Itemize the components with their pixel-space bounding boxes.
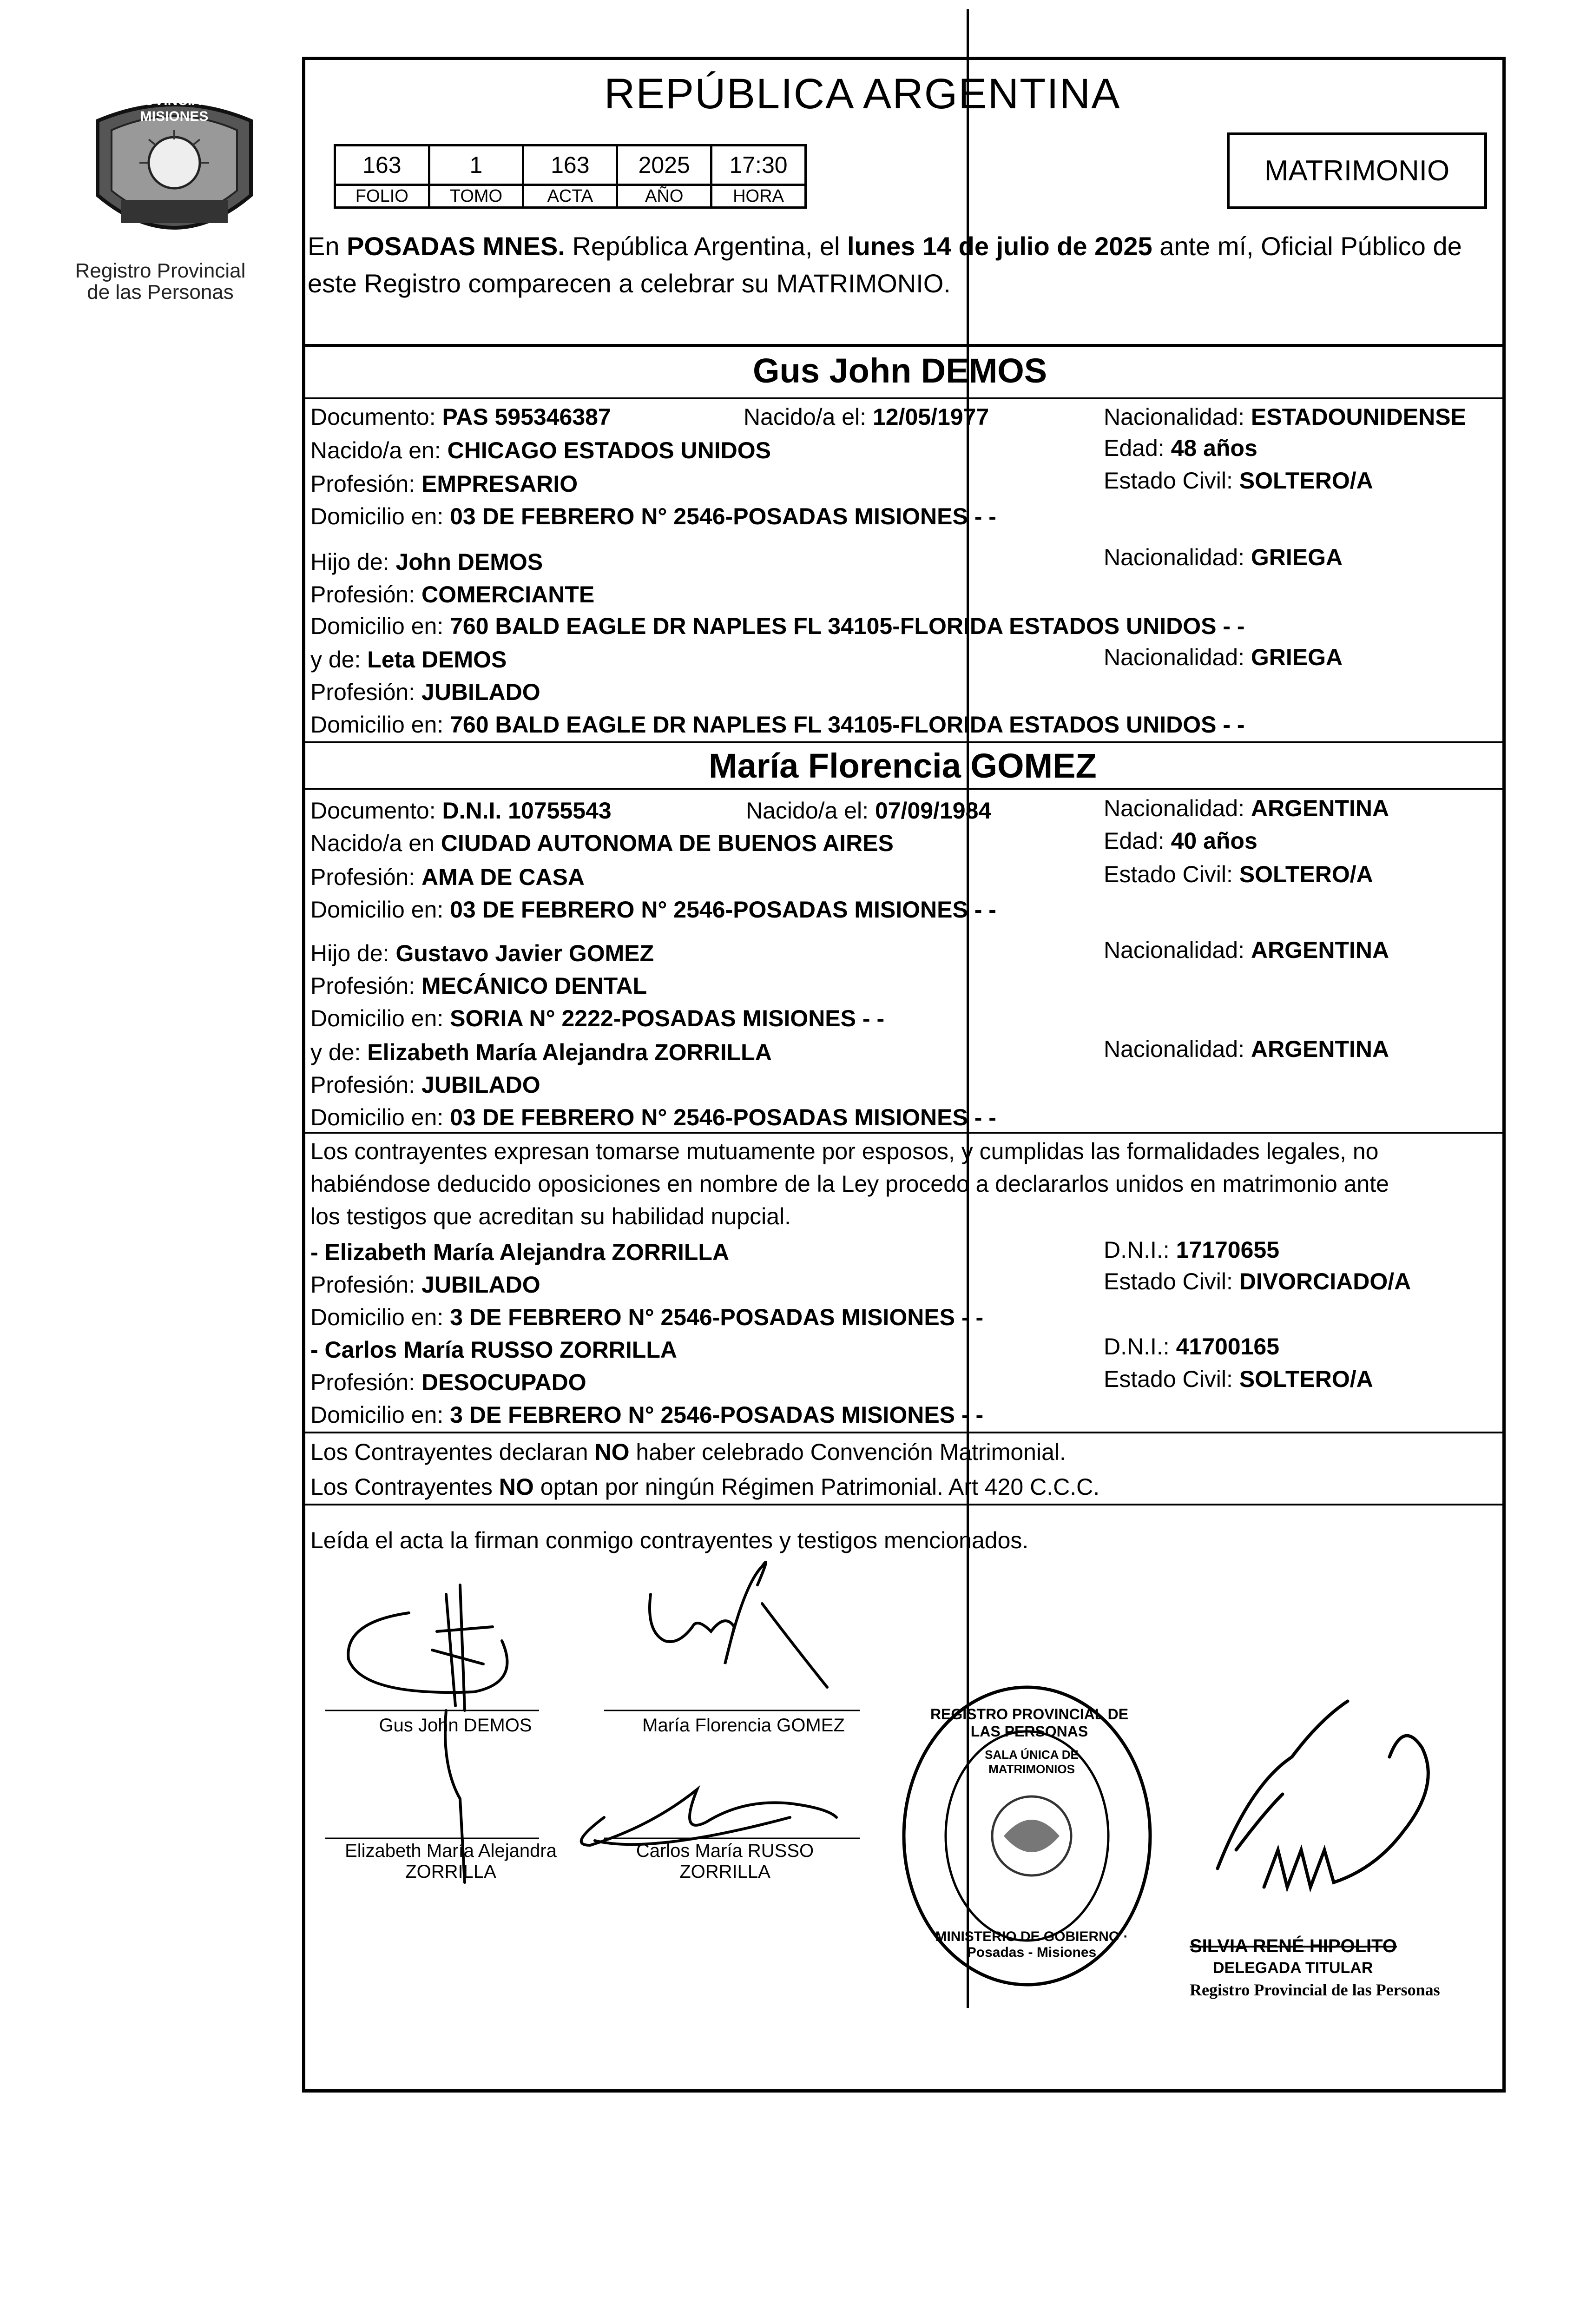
label: Domicilio en:	[310, 503, 450, 529]
label: Domicilio en:	[310, 1304, 450, 1330]
intro-text-1: En	[308, 231, 347, 261]
logo-caption-line2: de las Personas	[87, 281, 234, 304]
spouse1-father-nationality	[1104, 544, 1343, 571]
divider	[302, 741, 1506, 743]
regime-line2	[310, 1473, 1099, 1500]
spouse1-birthplace	[310, 437, 771, 464]
label-line: Elizabeth María Alejandra	[345, 1841, 557, 1861]
spouse1-doc-value: PAS 595346387	[442, 404, 611, 430]
spouse2-father-nat-value: ARGENTINA	[1251, 937, 1389, 963]
spouse1-mother-profession	[310, 679, 540, 706]
label: y de:	[310, 1039, 368, 1065]
witness2-addr-value: 3 DE FEBRERO N° 2546-POSADAS MISIONES - -	[450, 1402, 984, 1428]
divider	[302, 1504, 1506, 1505]
spouse1-addr-value: 03 DE FEBRERO N° 2546-POSADAS MISIONES - -	[450, 503, 996, 529]
witness1-prof-value: JUBILADO	[421, 1272, 540, 1298]
witness2-name: - Carlos María RUSSO ZORRILLA	[310, 1337, 677, 1363]
label: Nacionalidad:	[1104, 544, 1251, 570]
official-org: Registro Provincial de las Personas	[1190, 1981, 1440, 1999]
spouse1-prof-value: EMPRESARIO	[421, 471, 578, 497]
spouse1-mother-address	[310, 711, 1245, 738]
witness1-civil-value: DIVORCIADO/A	[1239, 1268, 1411, 1294]
signature-label-witness2	[613, 1841, 836, 1882]
witness1-dni-value: 17170655	[1176, 1237, 1280, 1263]
divider	[302, 397, 1506, 399]
official-role: DELEGADA TITULAR	[1213, 1959, 1373, 1977]
spouse1-address	[310, 503, 996, 530]
spouse1-age	[1104, 435, 1257, 462]
spouse2-mother-profession	[310, 1071, 540, 1098]
signature-stroke	[762, 1604, 827, 1687]
spouse2-age-value: 40 años	[1171, 828, 1257, 854]
witness1-address	[310, 1304, 983, 1331]
intro-city: POSADAS MNES.	[347, 231, 565, 261]
spouse1-mother-addr-value: 760 BALD EAGLE DR NAPLES FL 34105-FLORIDA ESTADOS UNIDOS - -	[450, 712, 1245, 738]
witness2-dni-value: 41700165	[1176, 1334, 1280, 1360]
label: Domicilio en:	[310, 613, 450, 639]
intro-date: lunes 14 de julio de 2025	[847, 231, 1152, 261]
label: Hijo de:	[310, 940, 396, 966]
divider	[302, 1132, 1506, 1134]
spouse2-father-nationality	[1104, 937, 1389, 964]
spouse1-nationality	[1104, 403, 1466, 430]
spouse2-mother-address	[310, 1104, 996, 1131]
label: Profesión:	[310, 1072, 422, 1098]
label: Nacionalidad:	[1104, 795, 1251, 821]
regime-line1	[310, 1439, 1066, 1466]
spouse2-doc-value: D.N.I. 10755543	[442, 798, 612, 824]
witness2-civil-status	[1104, 1366, 1373, 1393]
text-bold: NO	[594, 1439, 630, 1465]
folio-label: FOLIO	[335, 185, 429, 208]
label: Profesión:	[310, 471, 422, 497]
label: Estado Civil:	[1104, 1366, 1239, 1392]
witness2-profession	[310, 1369, 586, 1396]
label: Nacido/a el:	[744, 404, 873, 430]
year-value: 2025	[617, 145, 711, 185]
witness1-profession	[310, 1271, 540, 1298]
spouse1-born-value: 12/05/1977	[872, 404, 989, 430]
spouse2-addr-value: 03 DE FEBRERO N° 2546-POSADAS MISIONES - -	[450, 897, 996, 923]
label: Domicilio en:	[310, 712, 450, 738]
declaration-line2: habiéndose deducido oposiciones en nombre de la Ley procedo a declararlos unidos en matrimonio ante	[310, 1171, 1389, 1197]
label: Estado Civil:	[1104, 468, 1239, 494]
seal-bottom-text: MINISTERIO DE GOBIERNO · Posadas - Misiones	[935, 1929, 1128, 1960]
text: Los Contrayentes declaran	[310, 1439, 595, 1465]
act-type-box: MATRIMONIO	[1227, 132, 1487, 209]
label: Nacido/a en	[310, 830, 441, 856]
spouse1-age-value: 48 años	[1171, 435, 1257, 461]
label: Domicilio en:	[310, 1402, 450, 1428]
spouse2-father	[310, 940, 654, 967]
witness1-dni	[1104, 1236, 1279, 1263]
tomo-value: 1	[429, 145, 523, 185]
spouse1-civil-value: SOLTERO/A	[1239, 468, 1373, 494]
intro-paragraph	[308, 228, 1497, 302]
signature-label-witness1	[321, 1841, 581, 1882]
spouse2-birthdate	[746, 797, 991, 824]
seal-outer-text: REGISTRO PROVINCIAL DE LAS PERSONAS	[930, 1706, 1129, 1740]
spouse2-father-profession	[310, 972, 647, 999]
label: Profesión:	[310, 1272, 422, 1298]
spouse1-mother	[310, 646, 507, 673]
hour-value: 17:30	[711, 145, 806, 185]
spouse2-father-addr-value: SORIA N° 2222-POSADAS MISIONES - -	[450, 1005, 885, 1031]
spouse2-nationality	[1104, 795, 1389, 822]
label-line: ZORRILLA	[679, 1862, 770, 1882]
witness1-name: - Elizabeth María Alejandra ZORRILLA	[310, 1239, 730, 1265]
spouse1-father-address	[310, 613, 1245, 640]
label-line: Carlos María RUSSO	[636, 1841, 814, 1861]
label: y de:	[310, 647, 368, 673]
text: optan por ningún Régimen Patrimonial. Art 420 C.C.C.	[533, 1474, 1100, 1500]
spouse2-name: María Florencia GOMEZ	[709, 746, 1097, 785]
spouse1-mother-nat-value: GRIEGA	[1251, 644, 1343, 670]
acta-label: ACTA	[523, 185, 617, 208]
spouse2-mother-nationality	[1104, 1036, 1389, 1063]
spouse1-profession	[310, 470, 578, 497]
spouse2-civil-status	[1104, 861, 1373, 888]
label: Nacido/a el:	[746, 798, 875, 824]
logo-caption-line1: Registro Provincial	[75, 259, 246, 282]
witness2-address	[310, 1401, 983, 1428]
label: D.N.I.:	[1104, 1237, 1176, 1263]
spouse2-document	[310, 797, 612, 824]
spouse2-place-value: CIUDAD AUTONOMA DE BUENOS AIRES	[441, 830, 894, 856]
label: Hijo de:	[310, 549, 396, 575]
witness1-civil-status	[1104, 1268, 1411, 1295]
label: Domicilio en:	[310, 897, 450, 923]
spouse2-birthplace	[310, 830, 894, 857]
hour-label: HORA	[711, 185, 806, 208]
declaration-line1: Los contrayentes expresan tomarse mutuamente por esposos, y cumplidas las formalidades legales, no	[310, 1138, 1379, 1164]
label: Nacionalidad:	[1104, 937, 1251, 963]
spouse1-document	[310, 403, 611, 430]
label: Domicilio en:	[310, 1005, 450, 1031]
label: Documento:	[310, 404, 442, 430]
label: Nacionalidad:	[1104, 644, 1251, 670]
label: Estado Civil:	[1104, 861, 1239, 887]
spouse2-born-value: 07/09/1984	[875, 798, 992, 824]
label: Profesión:	[310, 864, 422, 890]
witness2-prof-value: DESOCUPADO	[421, 1369, 586, 1395]
spouse2-father-value: Gustavo Javier GOMEZ	[395, 940, 654, 966]
spouse2-father-prof-value: MECÁNICO DENTAL	[421, 973, 647, 999]
spouse2-mother-prof-value: JUBILADO	[421, 1072, 540, 1098]
label: Domicilio en:	[310, 1104, 450, 1130]
signature-stroke	[348, 1613, 507, 1692]
label: Edad:	[1104, 435, 1171, 461]
spouse1-name: Gus John DEMOS	[753, 351, 1047, 390]
label: D.N.I.:	[1104, 1334, 1176, 1360]
text: Los Contrayentes	[310, 1474, 499, 1500]
spouse1-mother-nationality	[1104, 644, 1343, 671]
logo-caption	[67, 260, 253, 303]
year-label: AÑO	[617, 185, 711, 208]
label: Edad:	[1104, 828, 1171, 854]
folio-value: 163	[335, 145, 429, 185]
signature-label-spouse1: Gus John DEMOS	[379, 1715, 532, 1736]
spouse1-nat-value: ESTADOUNIDENSE	[1251, 404, 1466, 430]
divider	[302, 1432, 1506, 1433]
spouse2-father-address	[310, 1005, 884, 1032]
spouse1-civil-status	[1104, 467, 1373, 494]
label-line: ZORRILLA	[405, 1862, 496, 1882]
witness2-civil-value: SOLTERO/A	[1239, 1366, 1373, 1392]
spouse2-mother-value: Elizabeth María Alejandra ZORRILLA	[367, 1039, 772, 1065]
spouse2-address	[310, 896, 996, 923]
official-signature	[1180, 1692, 1468, 1934]
text-bold: NO	[499, 1474, 534, 1500]
spouse2-mother	[310, 1039, 772, 1066]
label: Profesión:	[310, 973, 422, 999]
spouse1-father-nat-value: GRIEGA	[1251, 544, 1343, 570]
intro-text-3: ante mí, Oficial Público de este Registro comparecen a celebrar su MATRIMONIO.	[308, 231, 1462, 298]
intro-text-2: República Argentina, el	[565, 231, 847, 261]
spouse1-mother-value: Leta DEMOS	[367, 647, 507, 673]
divider	[302, 788, 1506, 790]
spouse1-mother-prof-value: JUBILADO	[421, 679, 540, 705]
acta-value: 163	[523, 145, 617, 185]
label: Nacionalidad:	[1104, 404, 1251, 430]
spouse1-birthdate	[744, 403, 989, 430]
spouse2-civil-value: SOLTERO/A	[1239, 861, 1373, 887]
registry-numbers	[334, 144, 807, 218]
declaration-line3: los testigos que acreditan su habilidad nupcial.	[310, 1203, 791, 1229]
official-name: SILVIA RENÉ HIPOLITO	[1190, 1936, 1397, 1956]
divider	[302, 344, 1506, 347]
spouse1-father-prof-value: COMERCIANTE	[421, 581, 595, 607]
spouse1-place-value: CHICAGO ESTADOS UNIDOS	[447, 437, 771, 463]
spouse1-father	[310, 548, 543, 575]
closing-text: Leída el acta la firman conmigo contrayentes y testigos mencionados.	[310, 1527, 1029, 1553]
spouse2-profession	[310, 864, 585, 891]
text: haber celebrado Convención Matrimonial.	[629, 1439, 1066, 1465]
spouse2-nat-value: ARGENTINA	[1251, 795, 1389, 821]
spouse1-father-value: John DEMOS	[395, 549, 543, 575]
signature-label-spouse2: María Florencia GOMEZ	[642, 1715, 845, 1736]
signature-stroke	[1218, 1701, 1348, 1868]
spouse1-father-profession	[310, 581, 594, 608]
label: Nacionalidad:	[1104, 1036, 1251, 1062]
signature-stroke	[650, 1562, 766, 1664]
spouse2-mother-nat-value: ARGENTINA	[1251, 1036, 1389, 1062]
label: Documento:	[310, 798, 442, 824]
spouse2-mother-addr-value: 03 DE FEBRERO N° 2546-POSADAS MISIONES - -	[450, 1104, 996, 1130]
spouse1-father-addr-value: 760 BALD EAGLE DR NAPLES FL 34105-FLORIDA ESTADOS UNIDOS - -	[450, 613, 1245, 639]
label: Profesión:	[310, 581, 422, 607]
spouse2-prof-value: AMA DE CASA	[421, 864, 585, 890]
page-title: REPÚBLICA ARGENTINA	[604, 70, 1121, 118]
seal-inner-text: SALA ÚNICA DE MATRIMONIOS	[985, 1748, 1079, 1776]
tomo-label: TOMO	[429, 185, 523, 208]
label: Nacido/a en:	[310, 437, 448, 463]
label: Profesión:	[310, 1369, 422, 1395]
logo-ring-text: PROVINCIA DE MISIONES	[124, 93, 224, 124]
witness1-addr-value: 3 DE FEBRERO N° 2546-POSADAS MISIONES - -	[450, 1304, 984, 1330]
spouse2-age	[1104, 827, 1257, 854]
label: Estado Civil:	[1104, 1268, 1239, 1294]
witness2-dni	[1104, 1333, 1279, 1360]
label: Profesión:	[310, 679, 422, 705]
